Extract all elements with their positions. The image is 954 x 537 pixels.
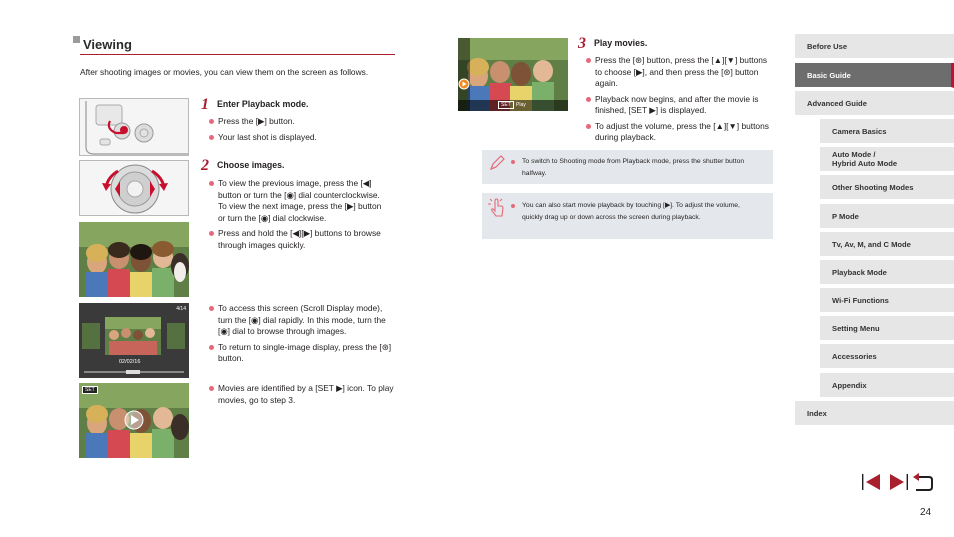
note-text-shooting: To switch to Shooting mode from Playback mode, press the shutter button halfway.	[522, 158, 745, 177]
movie-set-icon: SET	[82, 386, 98, 394]
title-divider	[80, 54, 395, 55]
note-box-shooting	[482, 150, 773, 184]
nav-setting-menu[interactable]: Setting Menu	[820, 316, 954, 341]
note-bullet	[511, 204, 515, 208]
step-1-bullets	[209, 116, 394, 147]
step-3-number: 3	[578, 35, 586, 52]
nav-p-mode[interactable]: P Mode	[820, 204, 954, 229]
camera-back-illustration	[79, 98, 189, 156]
movie-thumbnail-photo	[79, 383, 189, 458]
step-2-bullet: Movies are identified by a [SET ▶] icon. To play movies, go to step 3.	[209, 383, 397, 406]
step-2-bullet: To return to single-image display, press the [⊛] button.	[209, 342, 397, 365]
step-2-title: Choose images.	[217, 160, 285, 170]
nav-auto-mode[interactable]: Auto Mode / Hybrid Auto Mode	[820, 147, 954, 172]
step-3-bullet: Playback now begins, and after the movie is finished, [SET ▶] is displayed.	[586, 94, 776, 117]
return-button[interactable]	[912, 472, 934, 497]
nav-camera-basics[interactable]: Camera Basics	[820, 119, 954, 144]
nav-index[interactable]: Index	[795, 401, 954, 426]
screen-counter: 4/14	[176, 306, 186, 312]
playback-play-label: Play	[516, 102, 526, 108]
nav-other-shooting-modes[interactable]: Other Shooting Modes	[820, 175, 954, 200]
prev-page-button[interactable]	[862, 472, 882, 497]
step-1-bullet: Your last shot is displayed.	[209, 132, 394, 144]
step-2-bullet: To access this screen (Scroll Display mode), turn the [◉] dial rapidly. In this mode, turn the [◉] dial to browse through images.	[209, 303, 397, 338]
step-2-bullet: To view the previous image, press the [◀] button or turn the [◉] dial counterclockwise. To view the next image, press the [▶] button or turn the [◉] dial clockwise.	[209, 178, 389, 224]
arrow-left-icon	[862, 472, 882, 492]
step-2-bullets-a	[209, 178, 389, 255]
step-3-bullet: To adjust the volume, press the [▲][▼] buttons during playback.	[586, 121, 776, 144]
nav-basic-guide[interactable]: Basic Guide	[795, 63, 954, 88]
step-3-bullets	[586, 55, 776, 148]
step-2-bullets-c	[209, 383, 397, 410]
playback-set-label: SET	[498, 101, 514, 109]
step-1-title: Enter Playback mode.	[217, 99, 309, 109]
nav-accessories[interactable]: Accessories	[820, 344, 954, 369]
control-dial-illustration	[79, 160, 189, 216]
pencil-icon	[487, 154, 507, 174]
step-1-bullet: Press the [▶] button.	[209, 116, 394, 128]
nav-playback-mode[interactable]: Playback Mode	[820, 260, 954, 285]
note-text-touch: You can also start movie playback by touching [▶]. To adjust the volume, quickly drag up or down across the screen during playback.	[522, 202, 740, 221]
nav-appendix[interactable]: Appendix	[820, 373, 954, 398]
title-marker	[73, 36, 80, 43]
arrow-right-icon	[888, 472, 908, 492]
nav-before-use[interactable]: Before Use	[795, 34, 954, 59]
movie-playback-screen	[458, 38, 568, 111]
touch-icon	[487, 196, 507, 218]
scroll-display-screen	[79, 303, 189, 378]
page-number: 24	[920, 507, 932, 518]
step-2-number: 2	[201, 157, 209, 174]
note-box-touch	[482, 193, 773, 239]
return-icon	[912, 472, 934, 492]
page-title: Viewing	[83, 37, 132, 52]
children-dog-photo	[79, 222, 189, 297]
step-3-title: Play movies.	[594, 38, 648, 48]
nav-advanced-guide[interactable]: Advanced Guide	[795, 91, 954, 116]
step-2-bullet: Press and hold the [◀][▶] buttons to browse through images quickly.	[209, 228, 389, 251]
step-3-bullet: Press the [⊛] button, press the [▲][▼] buttons to choose [▶], and then press the [⊛] button again.	[586, 55, 776, 90]
nav-tv-av-m-c-mode[interactable]: Tv, Av, M, and C Mode	[820, 232, 954, 257]
step-2-bullets-b	[209, 303, 397, 369]
step-1-number: 1	[201, 96, 209, 113]
note-bullet	[511, 160, 515, 164]
intro-text: After shooting images or movies, you can view them on the screen as follows.	[80, 67, 369, 77]
screen-date: 02/02/16	[119, 359, 141, 365]
next-page-button[interactable]	[888, 472, 908, 497]
nav-wifi-functions[interactable]: Wi-Fi Functions	[820, 288, 954, 313]
